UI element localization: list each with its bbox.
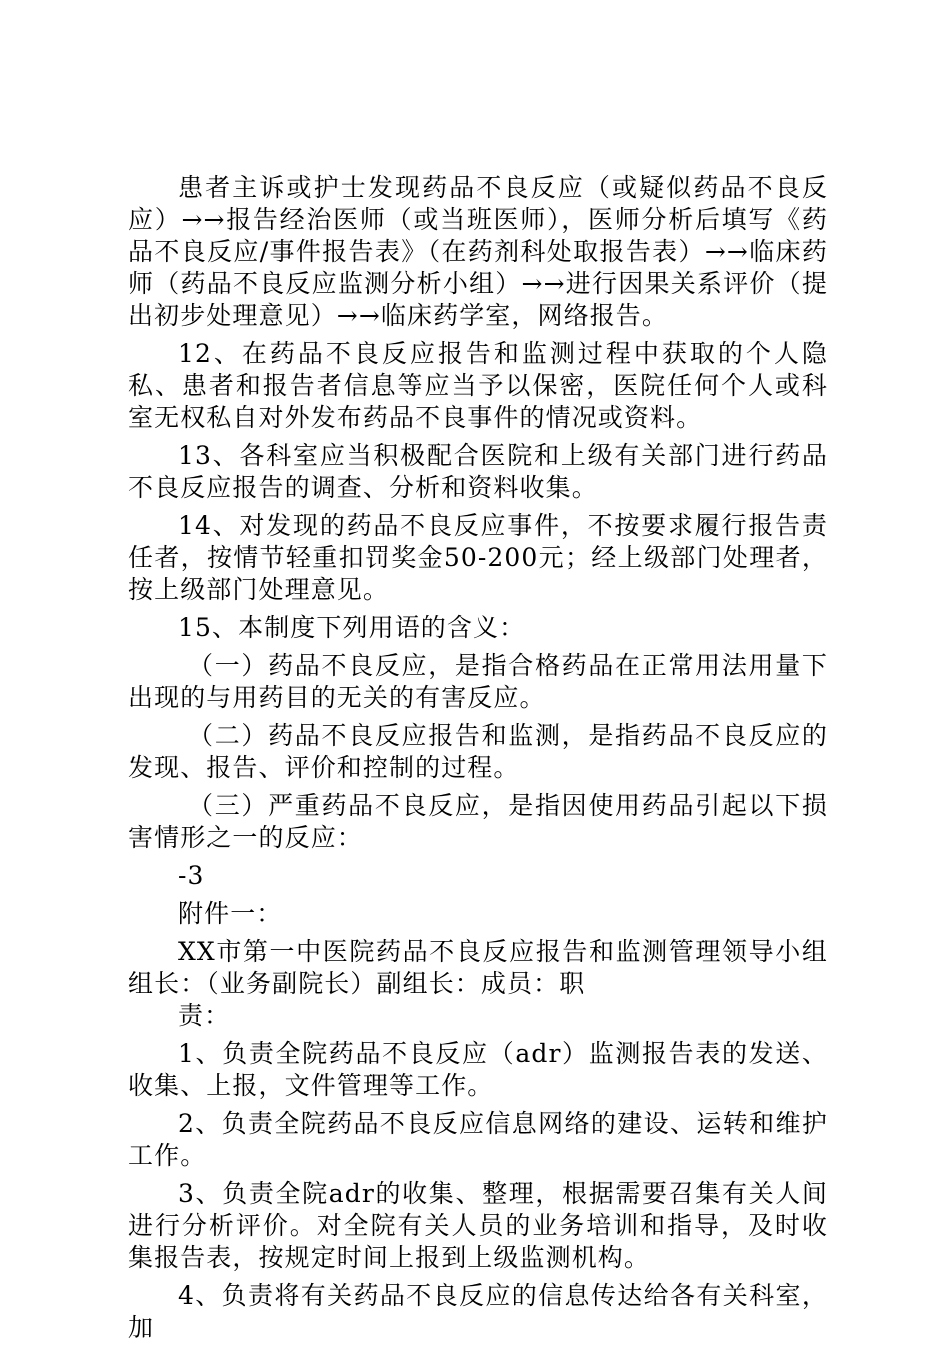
- paragraph-definition-1: （一）药品不良反应，是指合格药品在正常用法用量下出现的与用药目的无关的有害反应。: [128, 651, 828, 712]
- paragraph-item-12: 12、在药品不良反应报告和监测过程中获取的个人隐私、患者和报告者信息等应当予以保密，医院任何个人或科室无权私自对外发布药品不良事件的情况或资料。: [128, 339, 828, 432]
- document-body: [128, 172, 828, 1350]
- duty-item-2: 2、负责全院药品不良反应信息网络的建设、运转和维护工作。: [128, 1109, 828, 1170]
- duty-item-4: 4、负责将有关药品不良反应的信息传达给各有关科室，加: [128, 1281, 828, 1342]
- group-members: XX市第一中医院药品不良反应报告和监测管理领导小组组长：（业务副院长）副组长：成员：职: [128, 937, 828, 998]
- paragraph-definition-3: （三）严重药品不良反应，是指因使用药品引起以下损害情形之一的反应：: [128, 791, 828, 852]
- paragraph-item-13: 13、各科室应当积极配合医院和上级有关部门进行药品不良反应报告的调查、分析和资料收集。: [128, 441, 828, 502]
- attachment-heading: 附件一：: [178, 899, 283, 928]
- page-marker: -3: [178, 861, 205, 890]
- paragraph-item-15: 15、本制度下列用语的含义：: [178, 613, 526, 642]
- duty-item-3: 3、负责全院adr的收集、整理，根据需要召集有关人间进行分析评价。对全院有关人员的业务培训和指导，及时收集报告表，按规定时间上报到上级监测机构。: [128, 1179, 828, 1272]
- paragraph-definition-2: （二）药品不良反应报告和监测，是指药品不良反应的发现、报告、评价和控制的过程。: [128, 721, 828, 782]
- paragraph-item-14: 14、对发现的药品不良反应事件，不按要求履行报告责任者，按情节轻重扣罚奖金50-200元；经上级部门处理者，按上级部门处理意见。: [128, 511, 828, 604]
- duties-label: 责：: [178, 1001, 231, 1030]
- duty-item-1: 1、负责全院药品不良反应（adr）监测报告表的发送、收集、上报，文件管理等工作。: [128, 1039, 828, 1100]
- paragraph-reporting-flow: 患者主诉或护士发现药品不良反应（或疑似药品不良反应）→→报告经治医师（或当班医师），医师分析后填写《药品不良反应/事件报告表》（在药剂科处取报告表）→→临床药师（药品不良反应监测分析小组）→→进行因果关系评价（提出初步处理意见）→→临床药学室，网络报告。: [128, 173, 828, 330]
